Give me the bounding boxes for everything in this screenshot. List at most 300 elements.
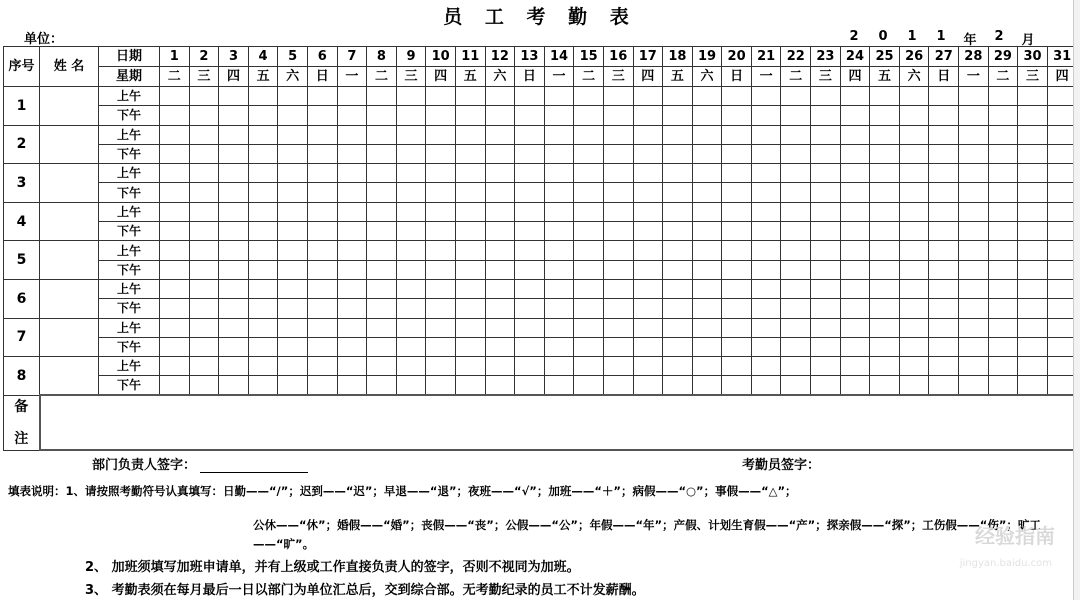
employee-name-cell[interactable] [40, 241, 99, 280]
attendance-cell[interactable] [455, 202, 485, 221]
attendance-cell[interactable] [988, 357, 1018, 376]
attendance-cell[interactable] [278, 279, 308, 298]
attendance-cell[interactable] [1018, 222, 1048, 241]
attendance-cell[interactable] [426, 241, 456, 260]
attendance-cell[interactable] [988, 106, 1018, 125]
attendance-cell[interactable] [929, 357, 959, 376]
attendance-cell[interactable] [1018, 260, 1048, 279]
attendance-cell[interactable] [811, 376, 841, 395]
attendance-cell[interactable] [929, 125, 959, 144]
attendance-cell[interactable] [692, 183, 722, 202]
attendance-cell[interactable] [603, 164, 633, 183]
attendance-cell[interactable] [455, 337, 485, 356]
attendance-cell[interactable] [663, 164, 693, 183]
attendance-cell[interactable] [307, 279, 337, 298]
attendance-cell[interactable] [633, 260, 663, 279]
attendance-cell[interactable] [781, 222, 811, 241]
attendance-cell[interactable] [1018, 357, 1048, 376]
attendance-cell[interactable] [929, 376, 959, 395]
attendance-cell[interactable] [189, 144, 219, 163]
attendance-cell[interactable] [307, 106, 337, 125]
attendance-cell[interactable] [692, 164, 722, 183]
attendance-cell[interactable] [959, 318, 989, 337]
attendance-cell[interactable] [781, 125, 811, 144]
attendance-cell[interactable] [899, 87, 929, 106]
attendance-cell[interactable] [899, 144, 929, 163]
attendance-cell[interactable] [574, 164, 604, 183]
attendance-cell[interactable] [663, 106, 693, 125]
attendance-cell[interactable] [870, 106, 900, 125]
attendance-cell[interactable] [722, 183, 752, 202]
attendance-cell[interactable] [870, 299, 900, 318]
attendance-cell[interactable] [870, 318, 900, 337]
attendance-cell[interactable] [899, 106, 929, 125]
attendance-cell[interactable] [574, 318, 604, 337]
attendance-cell[interactable] [929, 106, 959, 125]
attendance-cell[interactable] [189, 164, 219, 183]
attendance-cell[interactable] [633, 241, 663, 260]
attendance-cell[interactable] [1018, 164, 1048, 183]
attendance-cell[interactable] [515, 144, 545, 163]
attendance-cell[interactable] [160, 299, 190, 318]
attendance-cell[interactable] [515, 106, 545, 125]
attendance-cell[interactable] [278, 183, 308, 202]
attendance-cell[interactable] [426, 318, 456, 337]
attendance-cell[interactable] [455, 125, 485, 144]
attendance-cell[interactable] [929, 337, 959, 356]
attendance-cell[interactable] [959, 125, 989, 144]
attendance-cell[interactable] [633, 125, 663, 144]
attendance-cell[interactable] [663, 299, 693, 318]
attendance-cell[interactable] [781, 260, 811, 279]
attendance-cell[interactable] [367, 222, 397, 241]
attendance-cell[interactable] [959, 260, 989, 279]
attendance-cell[interactable] [929, 318, 959, 337]
attendance-cell[interactable] [633, 164, 663, 183]
attendance-cell[interactable] [929, 87, 959, 106]
attendance-cell[interactable] [870, 241, 900, 260]
attendance-cell[interactable] [189, 202, 219, 221]
attendance-cell[interactable] [870, 164, 900, 183]
attendance-cell[interactable] [367, 376, 397, 395]
attendance-cell[interactable] [692, 376, 722, 395]
attendance-cell[interactable] [219, 183, 249, 202]
attendance-cell[interactable] [574, 183, 604, 202]
attendance-cell[interactable] [426, 260, 456, 279]
attendance-cell[interactable] [189, 376, 219, 395]
attendance-cell[interactable] [781, 376, 811, 395]
attendance-cell[interactable] [811, 202, 841, 221]
attendance-cell[interactable] [219, 222, 249, 241]
attendance-cell[interactable] [278, 299, 308, 318]
attendance-cell[interactable] [811, 357, 841, 376]
attendance-cell[interactable] [455, 164, 485, 183]
attendance-cell[interactable] [603, 241, 633, 260]
attendance-cell[interactable] [337, 299, 367, 318]
employee-name-cell[interactable] [40, 87, 99, 126]
attendance-cell[interactable] [811, 241, 841, 260]
attendance-cell[interactable] [307, 357, 337, 376]
attendance-cell[interactable] [781, 357, 811, 376]
attendance-cell[interactable] [189, 183, 219, 202]
attendance-cell[interactable] [337, 241, 367, 260]
attendance-cell[interactable] [781, 144, 811, 163]
attendance-cell[interactable] [692, 125, 722, 144]
attendance-cell[interactable] [219, 144, 249, 163]
attendance-cell[interactable] [219, 357, 249, 376]
attendance-cell[interactable] [633, 106, 663, 125]
attendance-cell[interactable] [633, 87, 663, 106]
attendance-cell[interactable] [219, 164, 249, 183]
attendance-cell[interactable] [840, 318, 870, 337]
attendance-cell[interactable] [515, 241, 545, 260]
attendance-cell[interactable] [574, 260, 604, 279]
attendance-cell[interactable] [988, 318, 1018, 337]
attendance-cell[interactable] [603, 299, 633, 318]
attendance-cell[interactable] [307, 318, 337, 337]
attendance-cell[interactable] [633, 279, 663, 298]
attendance-cell[interactable] [396, 87, 426, 106]
attendance-cell[interactable] [485, 106, 515, 125]
attendance-cell[interactable] [367, 87, 397, 106]
attendance-cell[interactable] [988, 337, 1018, 356]
attendance-cell[interactable] [248, 144, 278, 163]
attendance-cell[interactable] [307, 87, 337, 106]
attendance-cell[interactable] [307, 144, 337, 163]
attendance-cell[interactable] [870, 202, 900, 221]
attendance-cell[interactable] [455, 106, 485, 125]
attendance-cell[interactable] [722, 376, 752, 395]
attendance-cell[interactable] [722, 222, 752, 241]
attendance-cell[interactable] [959, 183, 989, 202]
attendance-cell[interactable] [692, 299, 722, 318]
attendance-cell[interactable] [455, 260, 485, 279]
attendance-cell[interactable] [959, 357, 989, 376]
attendance-cell[interactable] [959, 222, 989, 241]
attendance-cell[interactable] [515, 279, 545, 298]
attendance-cell[interactable] [840, 299, 870, 318]
attendance-cell[interactable] [544, 337, 574, 356]
attendance-cell[interactable] [515, 318, 545, 337]
attendance-cell[interactable] [811, 183, 841, 202]
attendance-cell[interactable] [1018, 202, 1048, 221]
attendance-cell[interactable] [1018, 183, 1048, 202]
attendance-cell[interactable] [811, 279, 841, 298]
attendance-cell[interactable] [811, 87, 841, 106]
attendance-cell[interactable] [781, 106, 811, 125]
attendance-cell[interactable] [248, 222, 278, 241]
attendance-cell[interactable] [367, 337, 397, 356]
attendance-cell[interactable] [692, 144, 722, 163]
attendance-cell[interactable] [189, 318, 219, 337]
attendance-cell[interactable] [1018, 144, 1048, 163]
attendance-cell[interactable] [988, 299, 1018, 318]
attendance-cell[interactable] [189, 279, 219, 298]
attendance-cell[interactable] [722, 144, 752, 163]
attendance-cell[interactable] [485, 87, 515, 106]
attendance-cell[interactable] [574, 357, 604, 376]
attendance-cell[interactable] [485, 202, 515, 221]
attendance-cell[interactable] [692, 106, 722, 125]
attendance-cell[interactable] [811, 222, 841, 241]
attendance-cell[interactable] [455, 299, 485, 318]
attendance-cell[interactable] [574, 106, 604, 125]
attendance-cell[interactable] [751, 106, 781, 125]
attendance-cell[interactable] [663, 279, 693, 298]
attendance-cell[interactable] [544, 357, 574, 376]
attendance-cell[interactable] [663, 183, 693, 202]
attendance-cell[interactable] [337, 357, 367, 376]
attendance-cell[interactable] [899, 222, 929, 241]
attendance-cell[interactable] [219, 337, 249, 356]
attendance-cell[interactable] [840, 260, 870, 279]
attendance-cell[interactable] [307, 299, 337, 318]
attendance-cell[interactable] [751, 376, 781, 395]
attendance-cell[interactable] [337, 183, 367, 202]
attendance-cell[interactable] [870, 260, 900, 279]
attendance-cell[interactable] [870, 144, 900, 163]
attendance-cell[interactable] [160, 202, 190, 221]
attendance-cell[interactable] [929, 144, 959, 163]
attendance-cell[interactable] [663, 260, 693, 279]
attendance-cell[interactable] [515, 376, 545, 395]
attendance-cell[interactable] [367, 241, 397, 260]
employee-name-cell[interactable] [40, 279, 99, 318]
attendance-cell[interactable] [840, 164, 870, 183]
attendance-cell[interactable] [367, 299, 397, 318]
scrollbar[interactable] [1073, 0, 1080, 600]
attendance-cell[interactable] [633, 376, 663, 395]
attendance-cell[interactable] [751, 279, 781, 298]
attendance-cell[interactable] [160, 260, 190, 279]
attendance-cell[interactable] [781, 183, 811, 202]
attendance-cell[interactable] [160, 279, 190, 298]
attendance-cell[interactable] [248, 279, 278, 298]
attendance-cell[interactable] [278, 222, 308, 241]
attendance-cell[interactable] [219, 106, 249, 125]
attendance-cell[interactable] [1018, 125, 1048, 144]
attendance-cell[interactable] [248, 241, 278, 260]
attendance-cell[interactable] [485, 241, 515, 260]
attendance-cell[interactable] [929, 299, 959, 318]
attendance-cell[interactable] [396, 222, 426, 241]
attendance-cell[interactable] [811, 125, 841, 144]
attendance-cell[interactable] [574, 125, 604, 144]
attendance-cell[interactable] [663, 241, 693, 260]
attendance-cell[interactable] [455, 241, 485, 260]
attendance-cell[interactable] [899, 357, 929, 376]
attendance-cell[interactable] [663, 357, 693, 376]
attendance-cell[interactable] [307, 222, 337, 241]
attendance-cell[interactable] [307, 260, 337, 279]
attendance-cell[interactable] [396, 357, 426, 376]
attendance-cell[interactable] [722, 125, 752, 144]
attendance-cell[interactable] [603, 318, 633, 337]
attendance-cell[interactable] [160, 144, 190, 163]
attendance-cell[interactable] [337, 260, 367, 279]
attendance-cell[interactable] [722, 106, 752, 125]
attendance-cell[interactable] [485, 376, 515, 395]
attendance-cell[interactable] [959, 87, 989, 106]
attendance-cell[interactable] [544, 376, 574, 395]
attendance-cell[interactable] [811, 318, 841, 337]
attendance-cell[interactable] [160, 222, 190, 241]
employee-name-cell[interactable] [40, 202, 99, 241]
attendance-cell[interactable] [160, 87, 190, 106]
attendance-cell[interactable] [870, 222, 900, 241]
attendance-cell[interactable] [811, 144, 841, 163]
attendance-cell[interactable] [455, 376, 485, 395]
attendance-cell[interactable] [840, 279, 870, 298]
attendance-cell[interactable] [840, 183, 870, 202]
attendance-cell[interactable] [899, 125, 929, 144]
attendance-cell[interactable] [160, 183, 190, 202]
attendance-cell[interactable] [219, 318, 249, 337]
attendance-cell[interactable] [544, 106, 574, 125]
attendance-cell[interactable] [485, 337, 515, 356]
attendance-cell[interactable] [959, 241, 989, 260]
attendance-cell[interactable] [426, 106, 456, 125]
attendance-cell[interactable] [189, 222, 219, 241]
attendance-cell[interactable] [899, 260, 929, 279]
attendance-cell[interactable] [781, 279, 811, 298]
attendance-cell[interactable] [515, 260, 545, 279]
attendance-cell[interactable] [426, 376, 456, 395]
attendance-cell[interactable] [722, 357, 752, 376]
attendance-cell[interactable] [840, 106, 870, 125]
attendance-cell[interactable] [367, 144, 397, 163]
attendance-cell[interactable] [663, 144, 693, 163]
attendance-cell[interactable] [1018, 299, 1048, 318]
attendance-cell[interactable] [160, 376, 190, 395]
attendance-cell[interactable] [248, 183, 278, 202]
remarks-field[interactable] [40, 395, 1077, 450]
attendance-cell[interactable] [692, 318, 722, 337]
attendance-cell[interactable] [248, 87, 278, 106]
attendance-cell[interactable] [633, 337, 663, 356]
attendance-cell[interactable] [544, 183, 574, 202]
attendance-cell[interactable] [1018, 87, 1048, 106]
attendance-cell[interactable] [189, 357, 219, 376]
attendance-cell[interactable] [751, 164, 781, 183]
attendance-cell[interactable] [485, 144, 515, 163]
attendance-cell[interactable] [663, 125, 693, 144]
attendance-cell[interactable] [603, 260, 633, 279]
attendance-cell[interactable] [544, 202, 574, 221]
attendance-cell[interactable] [870, 183, 900, 202]
attendance-cell[interactable] [248, 106, 278, 125]
attendance-cell[interactable] [219, 241, 249, 260]
attendance-cell[interactable] [603, 279, 633, 298]
attendance-cell[interactable] [692, 87, 722, 106]
attendance-cell[interactable] [337, 376, 367, 395]
attendance-cell[interactable] [219, 87, 249, 106]
attendance-cell[interactable] [337, 337, 367, 356]
attendance-cell[interactable] [603, 222, 633, 241]
attendance-cell[interactable] [840, 337, 870, 356]
attendance-cell[interactable] [485, 279, 515, 298]
attendance-cell[interactable] [722, 87, 752, 106]
attendance-cell[interactable] [189, 87, 219, 106]
attendance-cell[interactable] [426, 279, 456, 298]
attendance-cell[interactable] [929, 241, 959, 260]
attendance-cell[interactable] [396, 299, 426, 318]
attendance-cell[interactable] [396, 318, 426, 337]
attendance-cell[interactable] [367, 279, 397, 298]
attendance-cell[interactable] [959, 279, 989, 298]
attendance-cell[interactable] [515, 299, 545, 318]
attendance-cell[interactable] [219, 299, 249, 318]
attendance-cell[interactable] [663, 318, 693, 337]
attendance-cell[interactable] [426, 299, 456, 318]
attendance-cell[interactable] [692, 337, 722, 356]
attendance-cell[interactable] [574, 299, 604, 318]
attendance-cell[interactable] [959, 337, 989, 356]
attendance-cell[interactable] [692, 260, 722, 279]
attendance-cell[interactable] [248, 202, 278, 221]
attendance-cell[interactable] [988, 376, 1018, 395]
attendance-cell[interactable] [574, 87, 604, 106]
attendance-cell[interactable] [959, 299, 989, 318]
attendance-cell[interactable] [840, 241, 870, 260]
attendance-cell[interactable] [751, 87, 781, 106]
attendance-cell[interactable] [544, 279, 574, 298]
attendance-cell[interactable] [929, 164, 959, 183]
attendance-cell[interactable] [663, 87, 693, 106]
attendance-cell[interactable] [988, 202, 1018, 221]
attendance-cell[interactable] [307, 337, 337, 356]
attendance-cell[interactable] [751, 222, 781, 241]
attendance-cell[interactable] [751, 337, 781, 356]
attendance-cell[interactable] [988, 164, 1018, 183]
attendance-cell[interactable] [426, 183, 456, 202]
attendance-cell[interactable] [485, 222, 515, 241]
attendance-cell[interactable] [633, 183, 663, 202]
attendance-cell[interactable] [751, 241, 781, 260]
attendance-cell[interactable] [692, 202, 722, 221]
attendance-cell[interactable] [544, 144, 574, 163]
attendance-cell[interactable] [515, 337, 545, 356]
attendance-cell[interactable] [248, 299, 278, 318]
attendance-cell[interactable] [278, 318, 308, 337]
attendance-cell[interactable] [515, 357, 545, 376]
attendance-cell[interactable] [544, 260, 574, 279]
attendance-cell[interactable] [722, 260, 752, 279]
attendance-cell[interactable] [544, 299, 574, 318]
attendance-cell[interactable] [722, 279, 752, 298]
attendance-cell[interactable] [337, 318, 367, 337]
attendance-cell[interactable] [248, 164, 278, 183]
attendance-cell[interactable] [870, 357, 900, 376]
attendance-cell[interactable] [455, 222, 485, 241]
attendance-cell[interactable] [337, 164, 367, 183]
attendance-cell[interactable] [455, 183, 485, 202]
attendance-cell[interactable] [899, 337, 929, 356]
attendance-cell[interactable] [248, 376, 278, 395]
attendance-cell[interactable] [603, 202, 633, 221]
attendance-cell[interactable] [633, 357, 663, 376]
attendance-cell[interactable] [337, 222, 367, 241]
attendance-cell[interactable] [751, 260, 781, 279]
attendance-cell[interactable] [574, 376, 604, 395]
attendance-cell[interactable] [485, 183, 515, 202]
attendance-cell[interactable] [840, 87, 870, 106]
attendance-cell[interactable] [278, 241, 308, 260]
attendance-cell[interactable] [899, 318, 929, 337]
attendance-cell[interactable] [337, 106, 367, 125]
attendance-cell[interactable] [899, 299, 929, 318]
attendance-cell[interactable] [160, 241, 190, 260]
